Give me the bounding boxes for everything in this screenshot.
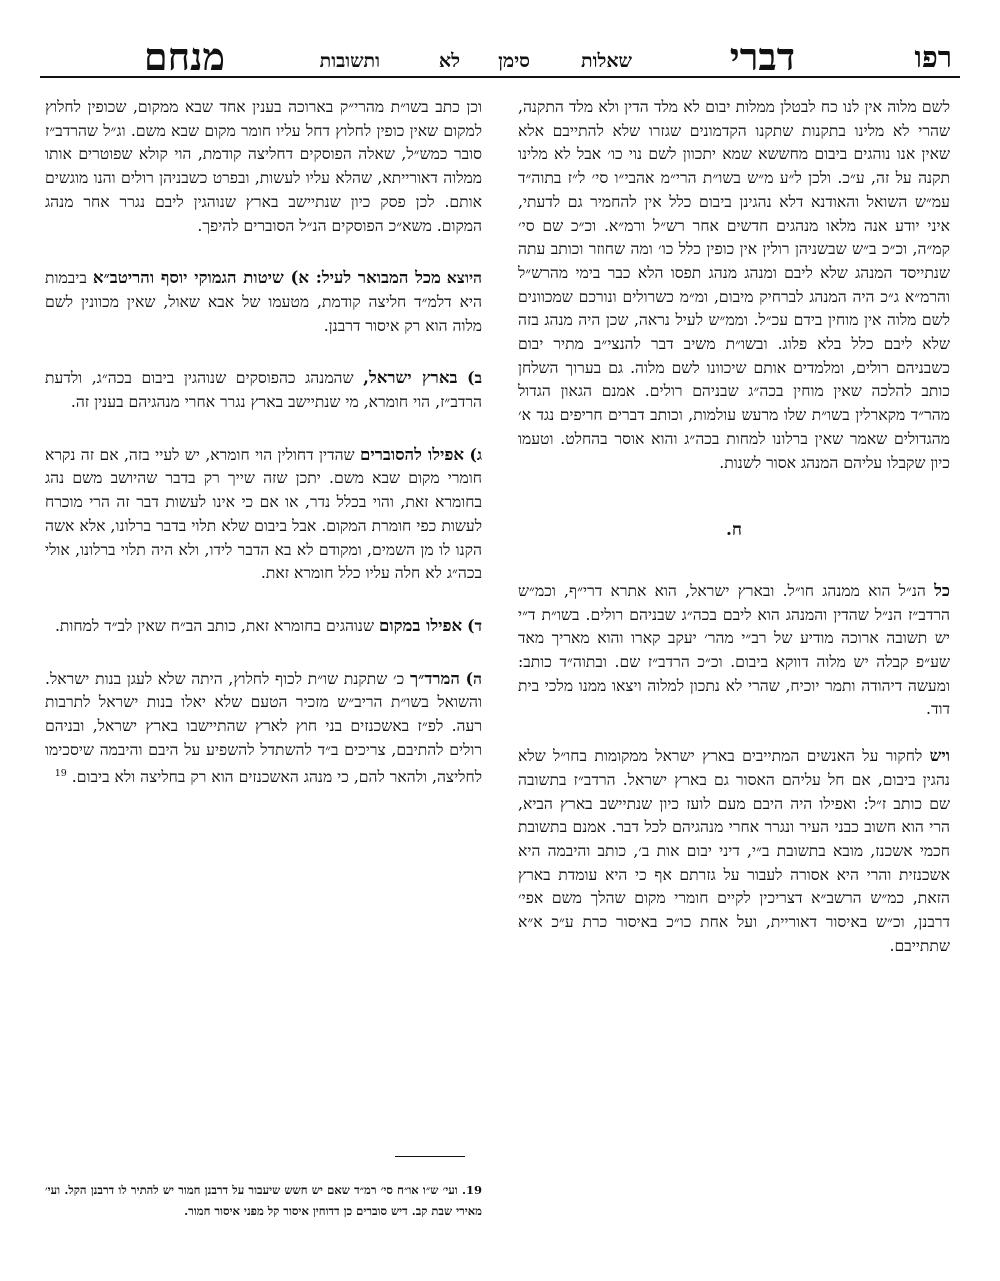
- running-title-word-3: מנחם: [143, 34, 225, 79]
- summary-item: [45, 366, 482, 414]
- item-text: שהדין דחולין הוי חומרא, יש לעיי בזה, אם זה נקרא חומרי מקום שבא משם. יתכן שזה שייך רק בדבר שהיושב משם נהג בחומרא זאת, והוי בכלל נדר, או אם כי אינו לעשות דבר זה הרי מוכרח לעשות כפי חומרת המקום. אבל ביבום שלא תלוי בדבר ברלונו, אלא אשה הקנו לו מן השמים, ומקודם לא בא הדבר לידו, ולא היה תלוי ברלונו, אולי בכה״ג לא חלה עליו כלל חומרא זאת.: [45, 445, 482, 583]
- item-text: שהמנהג כהפוסקים שנוהגין ביבום בכה״ג, ולדעת הרדב״ז, הוי חומרא, מי שנתיישב בארץ נגרר אחרי מנהגיהם בענין זה.: [45, 369, 482, 412]
- section-paragraph: [518, 579, 950, 722]
- section-paragraph: [518, 744, 950, 958]
- item-marker: ב): [467, 368, 482, 388]
- summary-item: [45, 614, 482, 639]
- page-number: רפו: [914, 40, 952, 74]
- footnote-rule: [395, 1156, 465, 1157]
- summary-item: [45, 443, 482, 586]
- item-marker: ה): [465, 668, 482, 688]
- teshuvot-label: ותשובות: [319, 50, 380, 72]
- paragraph-text: הנ״ל הוא ממנהג חו״ל. ובארץ ישראל, הוא אתרא דרי״ף, וכמ״ש הרדב״ז הנ״ל שהדין והמנהג הוא ליבם בכה״ג שבניהם רולים. בשו״ת ד״י יש תשובה ארוכה מודיע של רב״י מהר׳ יעקב קארו והוא מאריך מאד שע״פ קבלה יש מלוה דווקא ביבום. וכ״כ הרדב״ז שם. ובתוה״ד כותב: ומעשה דיהודה ותמר יוכיח, שהרי לא נתכון למלוה ויצאו ממנו מלכי בית דוד.: [518, 581, 950, 719]
- siman-label: סימן: [498, 50, 530, 72]
- item-lead: אפילו להסוברים: [359, 443, 465, 464]
- footnote-reference: 19: [54, 768, 67, 780]
- item-lead: אפילו במקום: [379, 614, 463, 635]
- summary-item: [45, 266, 482, 338]
- paragraph-lead-word: כל: [934, 579, 951, 600]
- item-lead: מכל המבואר לעיל: א) שיטות הגמוקי יוסף והריטב״א: [92, 267, 441, 288]
- left-column: [45, 96, 482, 790]
- footnote-text: ועי׳ ש״ו או״ח סי׳ רמ״ד שאם יש חשש שיעבור על דרבנן חמור יש להתיר לו דרבנן הקל. ועי׳ מאירי שבת קב. דיש סוברים כן דדוחין איסור קל מפני איסור חמור.: [45, 1183, 482, 1218]
- item-marker: ג): [469, 444, 482, 464]
- running-title-word-2: שאלות: [581, 50, 632, 72]
- page-header: [40, 36, 960, 78]
- right-column: [518, 96, 950, 959]
- summary-item: [45, 667, 482, 791]
- body-paragraph: וכן כתב בשו״ת מהרי״ק בארוכה בענין אחד שבא ממקום, שכופין לחלוץ למקום שאין כופין לחלוץ דחל עליו חומר מקום שבא משם. וג״ל שהרדב״ז סובר כמש״ל, שאלה הפוסקים דחליצה קודמת, הוי קולא שפוטרים אותו ממלוה דאורייתא, שהלא עליו לעשות, ובפרט כשבניהן רולים והנו מוגשים אותם. לכן פסק כיון שנתיישב בארץ שנוהגין ליבם נגרר אחר מנהג המקום. משא״כ הפוסקים הנ״ל הסוברים להיפך.: [45, 98, 482, 235]
- item-marker: ד): [467, 615, 482, 635]
- body-paragraph: לשם מלוה אין לנו כח לבטלן ממלות יבום לא מלד הדין ולא מלד התקנה, שהרי לא מלינו בתקנות שתקנו הקדמונים שגזרו שלא להתייבם אלא שאין אנו נוהגים ביבום מחששא שמא יתכוון לשם נוי כו׳ אבל לא מלינו תקנה על זה, ע״כ. ולכן ל״ע מ״ש בשו״ת הרי״מ אהבי״ו סי׳ ל״ז בתוה״ד עמ״ש השואל והאודנא דלא נהגינן ביבום כלל אין להחמיר גם לדעתי, איני יודע אנה מלאו מנהגים חדשים אחר רש״ל ורמ״א. וכ״כ שם סי׳ קמ״ה, וכ״כ ב״ש שבשניהן רולין אין כופין כלל כו׳ ומה שחוזר וכותב עתה שנתייסד המנהג שלא ליבם ומנהג מנהג תפסו הלא כבר בימי מהרש״ל והרמ״א ג״כ היה המנהג לברחיק מיבום, ומ״מ כשרולים ונורכם שמכוונים לשם מלוה אין מוחין בידם עכ״ל. וממ״ש לעיל נראה, שכן היה מנהג בזה שלא ליבם כלל בלא פלוג. ובשו״ת משיב דבר להנצי״ב מתיר יבום כשבניהם רולים, ומלמדים אותם שיכוונו לשם מלוה. גם בערוך השלחן כותב להלכה שאין מוחין בכה״ג שבניהם רולים. אמנם הגאון הגדול מהר״ד מקארלין בשו״ת שלו מרעש עולמות, וכותב דברים חריפים נגד א׳ מהגדולים שאמר שאין ברלונו למחות בכה״ג והוא אוסר בהחלט. וטעמו כיון שקבלו עליהם המנהג אסור לשנות.: [518, 98, 950, 472]
- item-text: שנוהגים בחומרא זאת, כותב הב״ח שאין לב״ד למחות.: [54, 616, 375, 635]
- footnote-number: 19.: [461, 1183, 482, 1197]
- item-lead: המרד״ך: [409, 667, 460, 688]
- footnote: [45, 1180, 482, 1222]
- item-text: כ׳ שתקנת שו״ת לכוף לחלוץ, היתה שלא לעגן בנות ישראל. והשואל בשו״ת הריב״ש מזכיר הטעם שלא יאלו בנות ישראל לתרבות רעה. לפ״ז באשכנזים בני חוץ לארץ שהתיישבו בארץ ישראל, ובניהם רולים להתיבם, צריכים ב״ד להשתדל להשפיע על היבם והיבמה שיסכימו לחליצה, ולהאר להם, כי מנהג האשכנזים הוא רק בחליצה ולא ביבום.: [45, 669, 482, 787]
- item-lead: בארץ ישראל,: [363, 367, 458, 388]
- section-heading: ח.: [726, 520, 742, 541]
- siman-number: לא: [438, 50, 460, 72]
- running-title-word-1: דברי: [729, 34, 795, 79]
- paragraph-text: לחקור על האנשים המתייבים בארץ ישראל ממקומות בחו״ל שלא נהגין ביבום, אם חל עליהם האסור גם בארץ ישראל. הרדב״ז בתשובה שם כותב ז״ל: ואפילו היה היבם מעם לועז כיון שנתיישב בארץ הביא, הרי הוא חשוב כבני העיר ונגרר אחרי מנהגיהם לכל דבר. אמנם בתשובת חכמי אשכנז, מובא בתשובת ב״י, דיני יבום אות ב׳, כותב והיבמה היא אשכנזית והרי היא אסורה לעבור על גזרתם אף כי היא עומדת בארץ הזאת, כמ״ש הרשב״א דצריכין לקיים חומרי מקום שהלך משם אפי׳ דרבנן, וכ״ש באיסור דאוריית, ועל אחת כו״כ באיסור כרת ע״כ א״א שתתייבם.: [518, 747, 950, 955]
- paragraph-lead-word: ויש: [929, 745, 950, 766]
- item-text: ביבמות היא דלמ״ד חליצה קודמת, מטעמו של אבא שאול, שאין מכוונין לשם מלוה הוא רק איסור דרבנן.: [45, 269, 482, 335]
- item-marker: היוצא: [446, 268, 482, 288]
